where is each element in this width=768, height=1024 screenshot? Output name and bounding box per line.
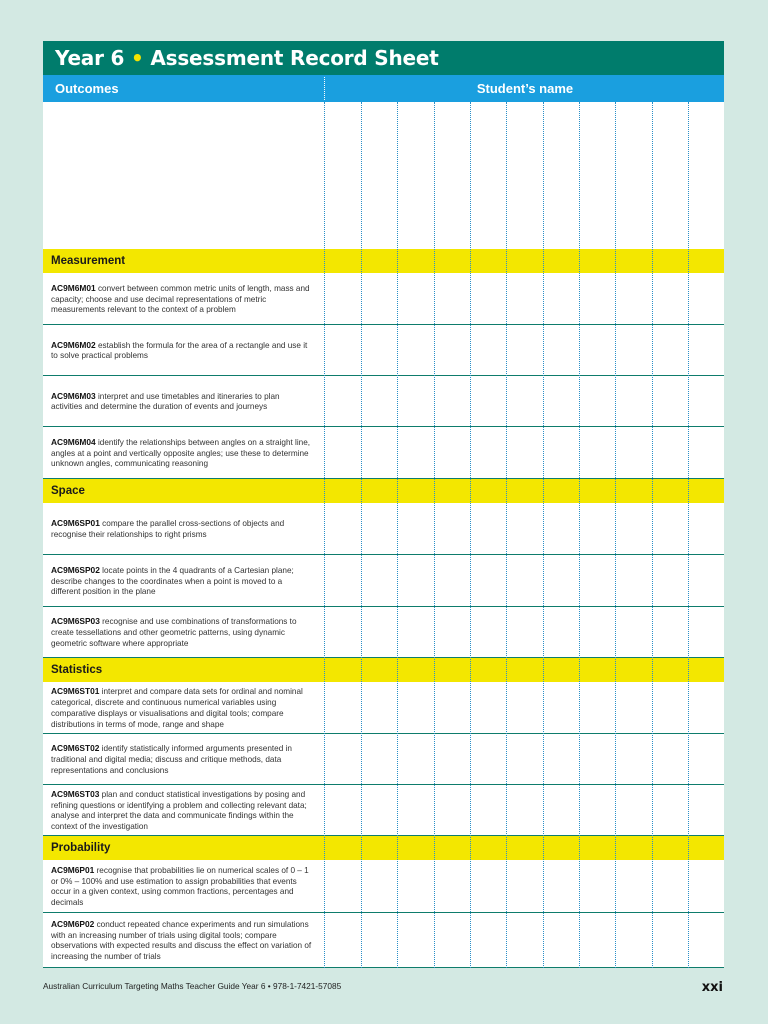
outcome-row	[43, 860, 724, 913]
outcome-description	[51, 518, 313, 541]
outcome-description	[51, 865, 313, 909]
outcome-description	[51, 686, 313, 730]
outcome-text: recognise that probabilities lie on numerical scales of 0 – 1 or 0% – 100% and use estimation to assign probabilities that events occur in a given context, using common fractions, percentages and decimals	[51, 865, 309, 908]
outcome-description	[51, 743, 313, 776]
outcome-text: identify statistically informed arguments presented in traditional and digital media; discuss and critique methods, data representations and conclusions	[51, 744, 292, 775]
outcome-row	[43, 734, 724, 785]
outcome-text: identify the relationships between angles on a straight line, angles at a point and vertically opposite angles; use these to determine unknown angles, communicating reasoning	[51, 437, 311, 469]
outcome-description	[51, 789, 313, 833]
outcome-code: AC9M6ST02	[51, 743, 100, 754]
outcome-text: conduct repeated chance experiments and run simulations with an increasing number of trials using digital tools; compare observations with expected results and discuss the effect on variation of increasing the number of trials	[51, 919, 312, 962]
outcome-text: interpret and compare data sets for ordinal and nominal categorical, discrete and continuous numerical variables using comparative displays or visualisations and digital tools; compare distributions in terms of mode, range and shape	[51, 687, 303, 729]
outcome-text: establish the formula for the area of a rectangle and use it to solve practical problems	[51, 340, 308, 361]
outcome-code: AC9M6SP01	[51, 518, 100, 529]
section-label: Measurement	[51, 255, 126, 267]
outcome-code: AC9M6M02	[51, 339, 96, 350]
outcome-row	[43, 503, 724, 555]
header-divider	[324, 77, 325, 100]
outcome-text: plan and conduct statistical investigations by posing and refining questions or identifying a problem and collecting relevant data; analyse and interpret the data and communicate findings within the context of the investigation	[51, 789, 307, 832]
assessment-record-sheet	[43, 41, 724, 968]
title-year: Year 6	[55, 46, 125, 70]
outcome-text: interpret and use timetables and itineraries to plan activities and determine the duration of events and journeys	[51, 391, 280, 412]
outcome-description	[51, 919, 313, 963]
outcome-row	[43, 427, 724, 479]
outcome-text: compare the parallel cross-sections of objects and recognise their relationships to right prisms	[51, 519, 285, 539]
outcomes-header: Outcomes	[55, 81, 119, 96]
section-header-statistics	[43, 658, 724, 682]
title-bullet: •	[131, 46, 144, 70]
section-label: Statistics	[51, 664, 103, 676]
outcome-description	[51, 283, 313, 316]
outcome-description	[51, 391, 313, 414]
outcome-row	[43, 555, 724, 607]
outcome-code: AC9M6P02	[51, 918, 95, 929]
outcome-code: AC9M6ST01	[51, 686, 100, 697]
outcome-description	[51, 340, 313, 363]
footer-text: Australian Curriculum Targeting Maths Teacher Guide Year 6 • 978-1-7421-57085	[43, 981, 342, 991]
outcome-text: convert between common metric units of length, mass and capacity; choose and use decimal representations of metric measurements relevant to the context of a problem	[51, 283, 310, 315]
outcome-row	[43, 913, 724, 968]
outcome-row	[43, 376, 724, 427]
outcome-row	[43, 325, 724, 376]
outcome-row	[43, 682, 724, 734]
outcome-code: AC9M6P01	[51, 864, 95, 875]
outcome-description	[51, 437, 313, 470]
section-header-probability	[43, 836, 724, 860]
outcome-row	[43, 607, 724, 658]
outcome-code: AC9M6SP02	[51, 564, 100, 575]
title-name: Assessment Record Sheet	[150, 46, 439, 70]
student-name-header: Student’s name	[476, 81, 574, 96]
outcome-code: AC9M6M03	[51, 390, 96, 401]
page-number: xxi	[701, 980, 723, 995]
page-title	[43, 41, 724, 75]
table-header	[43, 75, 724, 102]
outcome-code: AC9M6SP03	[51, 616, 100, 627]
outcome-description	[51, 565, 313, 598]
outcome-code: AC9M6M04	[51, 436, 96, 447]
section-header-measurement	[43, 249, 724, 273]
outcome-row	[43, 785, 724, 836]
section-label: Space	[51, 485, 85, 497]
outcome-text: recognise and use combinations of transformations to create tessellations and other geometric patterns, using dynamic geometric software where appropriate	[51, 617, 297, 648]
outcome-code: AC9M6ST03	[51, 788, 100, 799]
outcome-code: AC9M6M01	[51, 282, 96, 293]
section-header-space	[43, 479, 724, 503]
outcome-text: locate points in the 4 quadrants of a Cartesian plane; describe changes to the coordinates when a point is moved to a different position in the plane	[51, 565, 294, 597]
outcome-description	[51, 616, 313, 649]
section-label: Probability	[51, 842, 111, 854]
outcome-row	[43, 273, 724, 325]
